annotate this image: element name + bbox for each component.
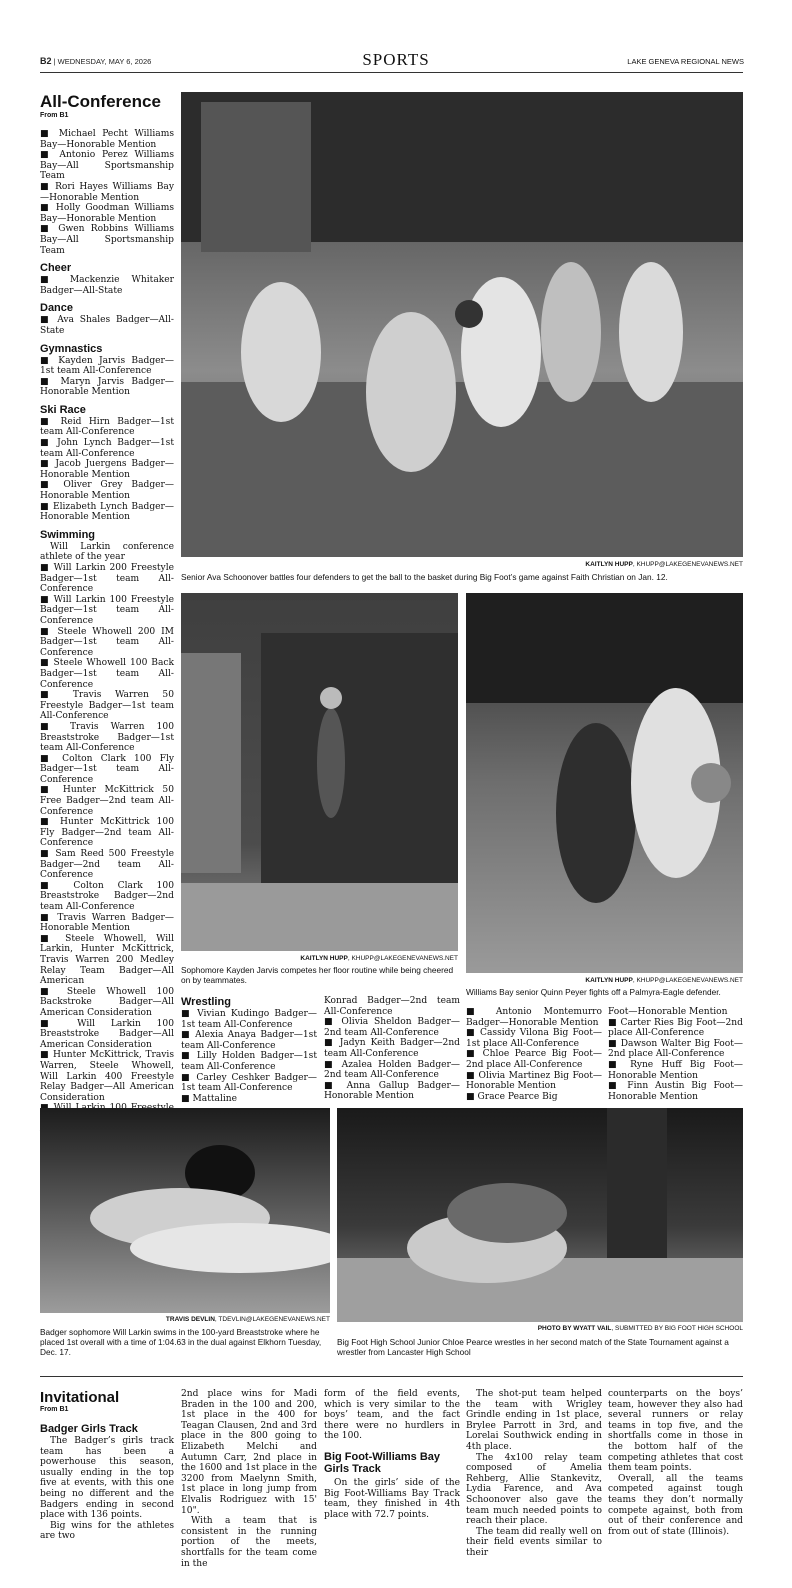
swimming-heading: Swimming xyxy=(40,528,96,541)
invitational-col-2 xyxy=(181,1389,317,1569)
wrestling-col-1 xyxy=(181,996,317,1104)
wrestling-col-2 xyxy=(324,996,460,1102)
basketball-image xyxy=(181,92,743,557)
credit-email: , SUBMITTED BY BIG FOOT HIGH SCHOOL xyxy=(611,1325,743,1332)
list-item: ■ Chloe Pearce Big Foot—2nd place All-Conference xyxy=(466,1049,602,1070)
list-item: ■ Azalea Holden Badger—2nd team All-Conference xyxy=(324,1059,460,1081)
invitational-title: Invitational xyxy=(40,1389,120,1406)
photo4-caption: Badger sophomore Will Larkin swims in the 100-yard Breaststroke where he placed 1st overall with a time of 1:04.63 in the dual against Elkhorn Tuesday, Dec. 17. xyxy=(40,1327,322,1357)
list-item: ■ Cassidy Vilona Big Foot—1st place All-Conference xyxy=(466,1028,602,1049)
list-item: ■ Vivian Kudingo Badger—1st team All-Conference xyxy=(181,1009,317,1030)
paragraph: counterparts on the boys’ team, however they also had several runners or relay teams in top five, and the shortfalls come in those in the bottom half of the competing athletes that cost them team points. xyxy=(608,1389,743,1474)
list-item: ■ Steele Whowell 100 Back Badger—1st team All-Conference xyxy=(40,658,174,690)
credit-email: , KHUPP@LAKEGENEVANEWS.NET xyxy=(347,955,458,962)
dance-heading: Dance xyxy=(40,302,74,315)
list-item: ■ Steele Whowell 100 Backstroke Badger—All American Consideration xyxy=(40,986,174,1018)
list-item: ■ Finn Austin Big Foot—Honorable Mention xyxy=(608,1081,743,1102)
allconf-intro-list xyxy=(40,129,174,256)
list-item: ■ Antonio Perez Williams Bay—All Sportsmanship Team xyxy=(40,150,174,182)
photo5-caption: Big Foot High School Junior Chloe Pearce wrestles in her second match of the State Tournament against a wrestler from Lancaster High School xyxy=(337,1337,729,1357)
list-item: ■ Will Larkin 200 Freestyle Badger—1st team All-Conference xyxy=(40,563,174,595)
list-item: ■ Michael Pecht Williams Bay—Honorable Mention xyxy=(40,129,174,150)
gymnastics-photo xyxy=(181,593,458,951)
paragraph: The 4x100 relay team composed of Amelia Rehberg, Allie Stankevitz, Lydia Farence, and Ava Schoonover also gave the team much needed points to reach their place. xyxy=(466,1452,602,1527)
allconf-title: All-Conference xyxy=(40,92,161,111)
list-item: ■ Steele Whowell 200 IM Badger—1st team All-Conference xyxy=(40,626,174,658)
list-item: ■ Colton Clark 100 Breaststroke Badger—2nd team All-Conference xyxy=(40,880,174,912)
allconf-column xyxy=(40,92,174,1220)
basketball-photo xyxy=(181,92,743,557)
section-title: SPORTS xyxy=(362,50,430,69)
list-item: ■ Anna Gallup Badger—Honorable Mention xyxy=(324,1080,460,1102)
wrestling-photo xyxy=(337,1108,743,1322)
invitational-col-4 xyxy=(466,1389,602,1559)
wrestling-image xyxy=(337,1108,743,1322)
credit-email: , KHUPP@LAKEGENEVANEWS.NET xyxy=(632,977,743,984)
list-item: ■ Steele Whowell, Will Larkin, Hunter McKittrick, Travis Warren 200 Medley Relay Team Badger—All American xyxy=(40,933,174,987)
photo5-credit xyxy=(337,1325,743,1332)
issue-date: WEDNESDAY, MAY 6, 2026 xyxy=(57,57,152,66)
photo1-credit xyxy=(181,561,743,568)
list-item: ■ Sam Reed 500 Freestyle Badger—2nd team All-Conference xyxy=(40,849,174,881)
list-item: ■ Antonio Montemurro Badger—Honorable Mention xyxy=(466,1007,602,1028)
boys-basketball-image xyxy=(466,593,743,973)
list-item: ■ Lilly Holden Badger—1st team All-Conference xyxy=(181,1051,317,1072)
photo2-credit xyxy=(181,955,458,962)
list-item: ■ Olivia Martinez Big Foot—Honorable Mention xyxy=(466,1070,602,1092)
invitational-col-3 xyxy=(324,1389,460,1520)
credit-name: KAITLYN HUPP xyxy=(585,561,633,568)
paper-name: LAKE GENEVA REGIONAL NEWS xyxy=(627,57,744,66)
wrestling-col-3 xyxy=(466,1007,602,1102)
wrestling-col-4 xyxy=(608,1007,743,1102)
list-item: ■ Reid Hirn Badger—1st team All-Conference xyxy=(40,416,174,438)
list-item: ■ Travis Warren 100 Breaststroke Badger—1st team All-Conference xyxy=(40,721,174,754)
list-item: ■ Carter Ries Big Foot—2nd place All-Conference xyxy=(608,1017,743,1039)
paragraph: Big wins for the athletes are two xyxy=(40,1520,174,1542)
photo1-caption: Senior Ava Schoonover battles four defenders to get the ball to the basket during Big Foot’s game against Faith Christian on Jan. 12. xyxy=(181,572,668,582)
list-item: ■ Colton Clark 100 Fly Badger—1st team All-Conference xyxy=(40,753,174,785)
credit-name: KAITLYN HUPP xyxy=(585,977,633,984)
list-item: ■ Carley Ceshker Badger—1st team All-Conference xyxy=(181,1072,317,1094)
list-item: ■ Olivia Sheldon Badger—2nd team All-Conference xyxy=(324,1017,460,1038)
list-item: ■ John Lynch Badger—1st team All-Conference xyxy=(40,438,174,459)
swimming-image xyxy=(40,1108,330,1313)
paragraph: form of the field events, which is very similar to the boys’ team, and the fact there were no hurdlers in the 100. xyxy=(324,1389,460,1442)
list-item: ■ Dawson Walter Big Foot—2nd place All-Conference xyxy=(608,1038,743,1060)
list-item: ■ Rori Hayes Williams Bay—Honorable Mention xyxy=(40,181,174,203)
list-item: ■ Ryne Huff Big Foot—Honorable Mention xyxy=(608,1059,743,1081)
list-item: Will Larkin conference athlete of the year xyxy=(40,541,174,563)
allconf-from: From B1 xyxy=(40,112,69,119)
photo3-caption: Williams Bay senior Quinn Peyer fights off a Palmyra-Eagle defender. xyxy=(466,987,721,997)
credit-name: KAITLYN HUPP xyxy=(300,955,348,962)
list-item: ■ Kayden Jarvis Badger—1st team All-Conference xyxy=(40,355,174,377)
page-meta: B2 | WEDNESDAY, MAY 6, 2026 xyxy=(40,56,152,66)
list-item: ■ Hunter McKittrick, Travis Warren, Steele Whowell, Will Larkin 400 Freestyle Relay Badger—All American Consideration xyxy=(40,1050,174,1103)
paragraph: On the girls’ side of the Big Foot-Williams Bay Track team, they finished in 4th place with 72.7 points. xyxy=(324,1477,460,1520)
list-item: ■ Jadyn Keith Badger—2nd team All-Conference xyxy=(324,1038,460,1059)
list-item: Konrad Badger—2nd team All-Conference xyxy=(324,996,460,1017)
credit-email: , KHUPP@LAKEGENEVANEWS.NET xyxy=(632,561,743,568)
list-item: ■ Jacob Juergens Badger—Honorable Mention xyxy=(40,459,174,480)
list-item: ■ Gwen Robbins Williams Bay—All Sportsmanship Team xyxy=(40,224,174,256)
list-item: ■ Ava Shales Badger—All-State xyxy=(40,315,174,336)
list-item: ■ Will Larkin 100 Breaststroke Badger—All American Consideration xyxy=(40,1018,174,1050)
paragraph: The team did really well on their field events similar to their xyxy=(466,1526,602,1558)
gymnastics-heading: Gymnastics xyxy=(40,342,103,355)
list-item: ■ Mattaline xyxy=(181,1093,238,1104)
section-rule xyxy=(40,1376,743,1377)
photo2-caption: Sophomore Kayden Jarvis competes her floor routine while being cheered on by teammates. xyxy=(181,965,454,985)
paragraph: The Badger’s girls track team has been a powerhouse this season, usually ending in the top five at events, with this one being no different and the Badgers ending in second place with 136 points. xyxy=(40,1436,174,1521)
paragraph: The shot-put team helped the team with Wrigley Grindle ending in 1st place, Brylee Parrott in 3rd, and Lorelai Southwick ending in 4th place. xyxy=(466,1389,602,1452)
invitational-from: From B1 xyxy=(40,1406,69,1413)
list-item: ■ Alexia Anaya Badger—1st team All-Conference xyxy=(181,1030,317,1051)
boys-basketball-photo xyxy=(466,593,743,973)
list-item: ■ Oliver Grey Badger—Honorable Mention xyxy=(40,480,174,502)
paragraph: Overall, all the teams competed against tough teams they don’t normally compete against, both from out of their conference and from out of state (Illinois). xyxy=(608,1473,743,1537)
list-item: ■ Hunter McKittrick 50 Free Badger—2nd team All-Conference xyxy=(40,785,174,817)
list-item: ■ Holly Goodman Williams Bay—Honorable Mention xyxy=(40,203,174,224)
list-item: ■ Hunter McKittrick 100 Fly Badger—2nd team All-Conference xyxy=(40,817,174,849)
list-item: Foot—Honorable Mention xyxy=(608,1007,728,1017)
badger-track-heading: Badger Girls Track xyxy=(40,1423,138,1435)
list-item: ■ Elizabeth Lynch Badger—Honorable Mention xyxy=(40,501,174,523)
paragraph: With a team that is consistent in the running portion of the meets, shortfalls for the team come in the xyxy=(181,1516,317,1569)
page-number: B2 xyxy=(40,56,52,66)
credit-email: , TDEVLIN@LAKEGENEVANEWS.NET xyxy=(214,1316,330,1323)
list-item: ■ Travis Warren 50 Freestyle Badger—1st team All-Conference xyxy=(40,690,174,722)
photo3-credit xyxy=(466,977,743,984)
wrestling-heading: Wrestling xyxy=(181,996,231,1008)
swimming-photo xyxy=(40,1108,330,1313)
cheer-heading: Cheer xyxy=(40,262,72,275)
list-item: ■ Grace Pearce Big xyxy=(466,1091,558,1102)
credit-name: TRAVIS DEVLIN xyxy=(165,1316,215,1323)
invitational-col-1 xyxy=(40,1389,174,1542)
photo4-credit xyxy=(40,1316,330,1323)
gymnastics-image xyxy=(181,593,458,951)
paragraph: 2nd place wins for Madi Braden in the 100 and 200, 1st place in the 400 for Teagan Clausen, 2nd and 3rd place in the 800 going to Elizabeth Melchi and Autumn Carr, 2nd place in the 1600 and 1st place in the 3200 from Maelynn Smith, 1st place in long jump from Elvalis Rodriguez with 15' 10". xyxy=(181,1389,317,1516)
invitational-col-5 xyxy=(608,1389,743,1537)
list-item: ■ Will Larkin 100 Freestyle Badger—1st team All-Conference xyxy=(40,594,174,626)
list-item: ■ Travis Warren Badger—Honorable Mention xyxy=(40,912,174,934)
list-item: ■ Mackenzie Whitaker Badger—All-State xyxy=(40,275,174,296)
credit-name: PHOTO BY WYATT VAIL xyxy=(537,1325,612,1332)
header-rule xyxy=(40,72,743,73)
list-item: ■ Maryn Jarvis Badger—Honorable Mention xyxy=(40,376,174,398)
ski-heading: Ski Race xyxy=(40,403,86,416)
bigfoot-track-heading: Big Foot-Williams Bay Girls Track xyxy=(324,1450,441,1475)
